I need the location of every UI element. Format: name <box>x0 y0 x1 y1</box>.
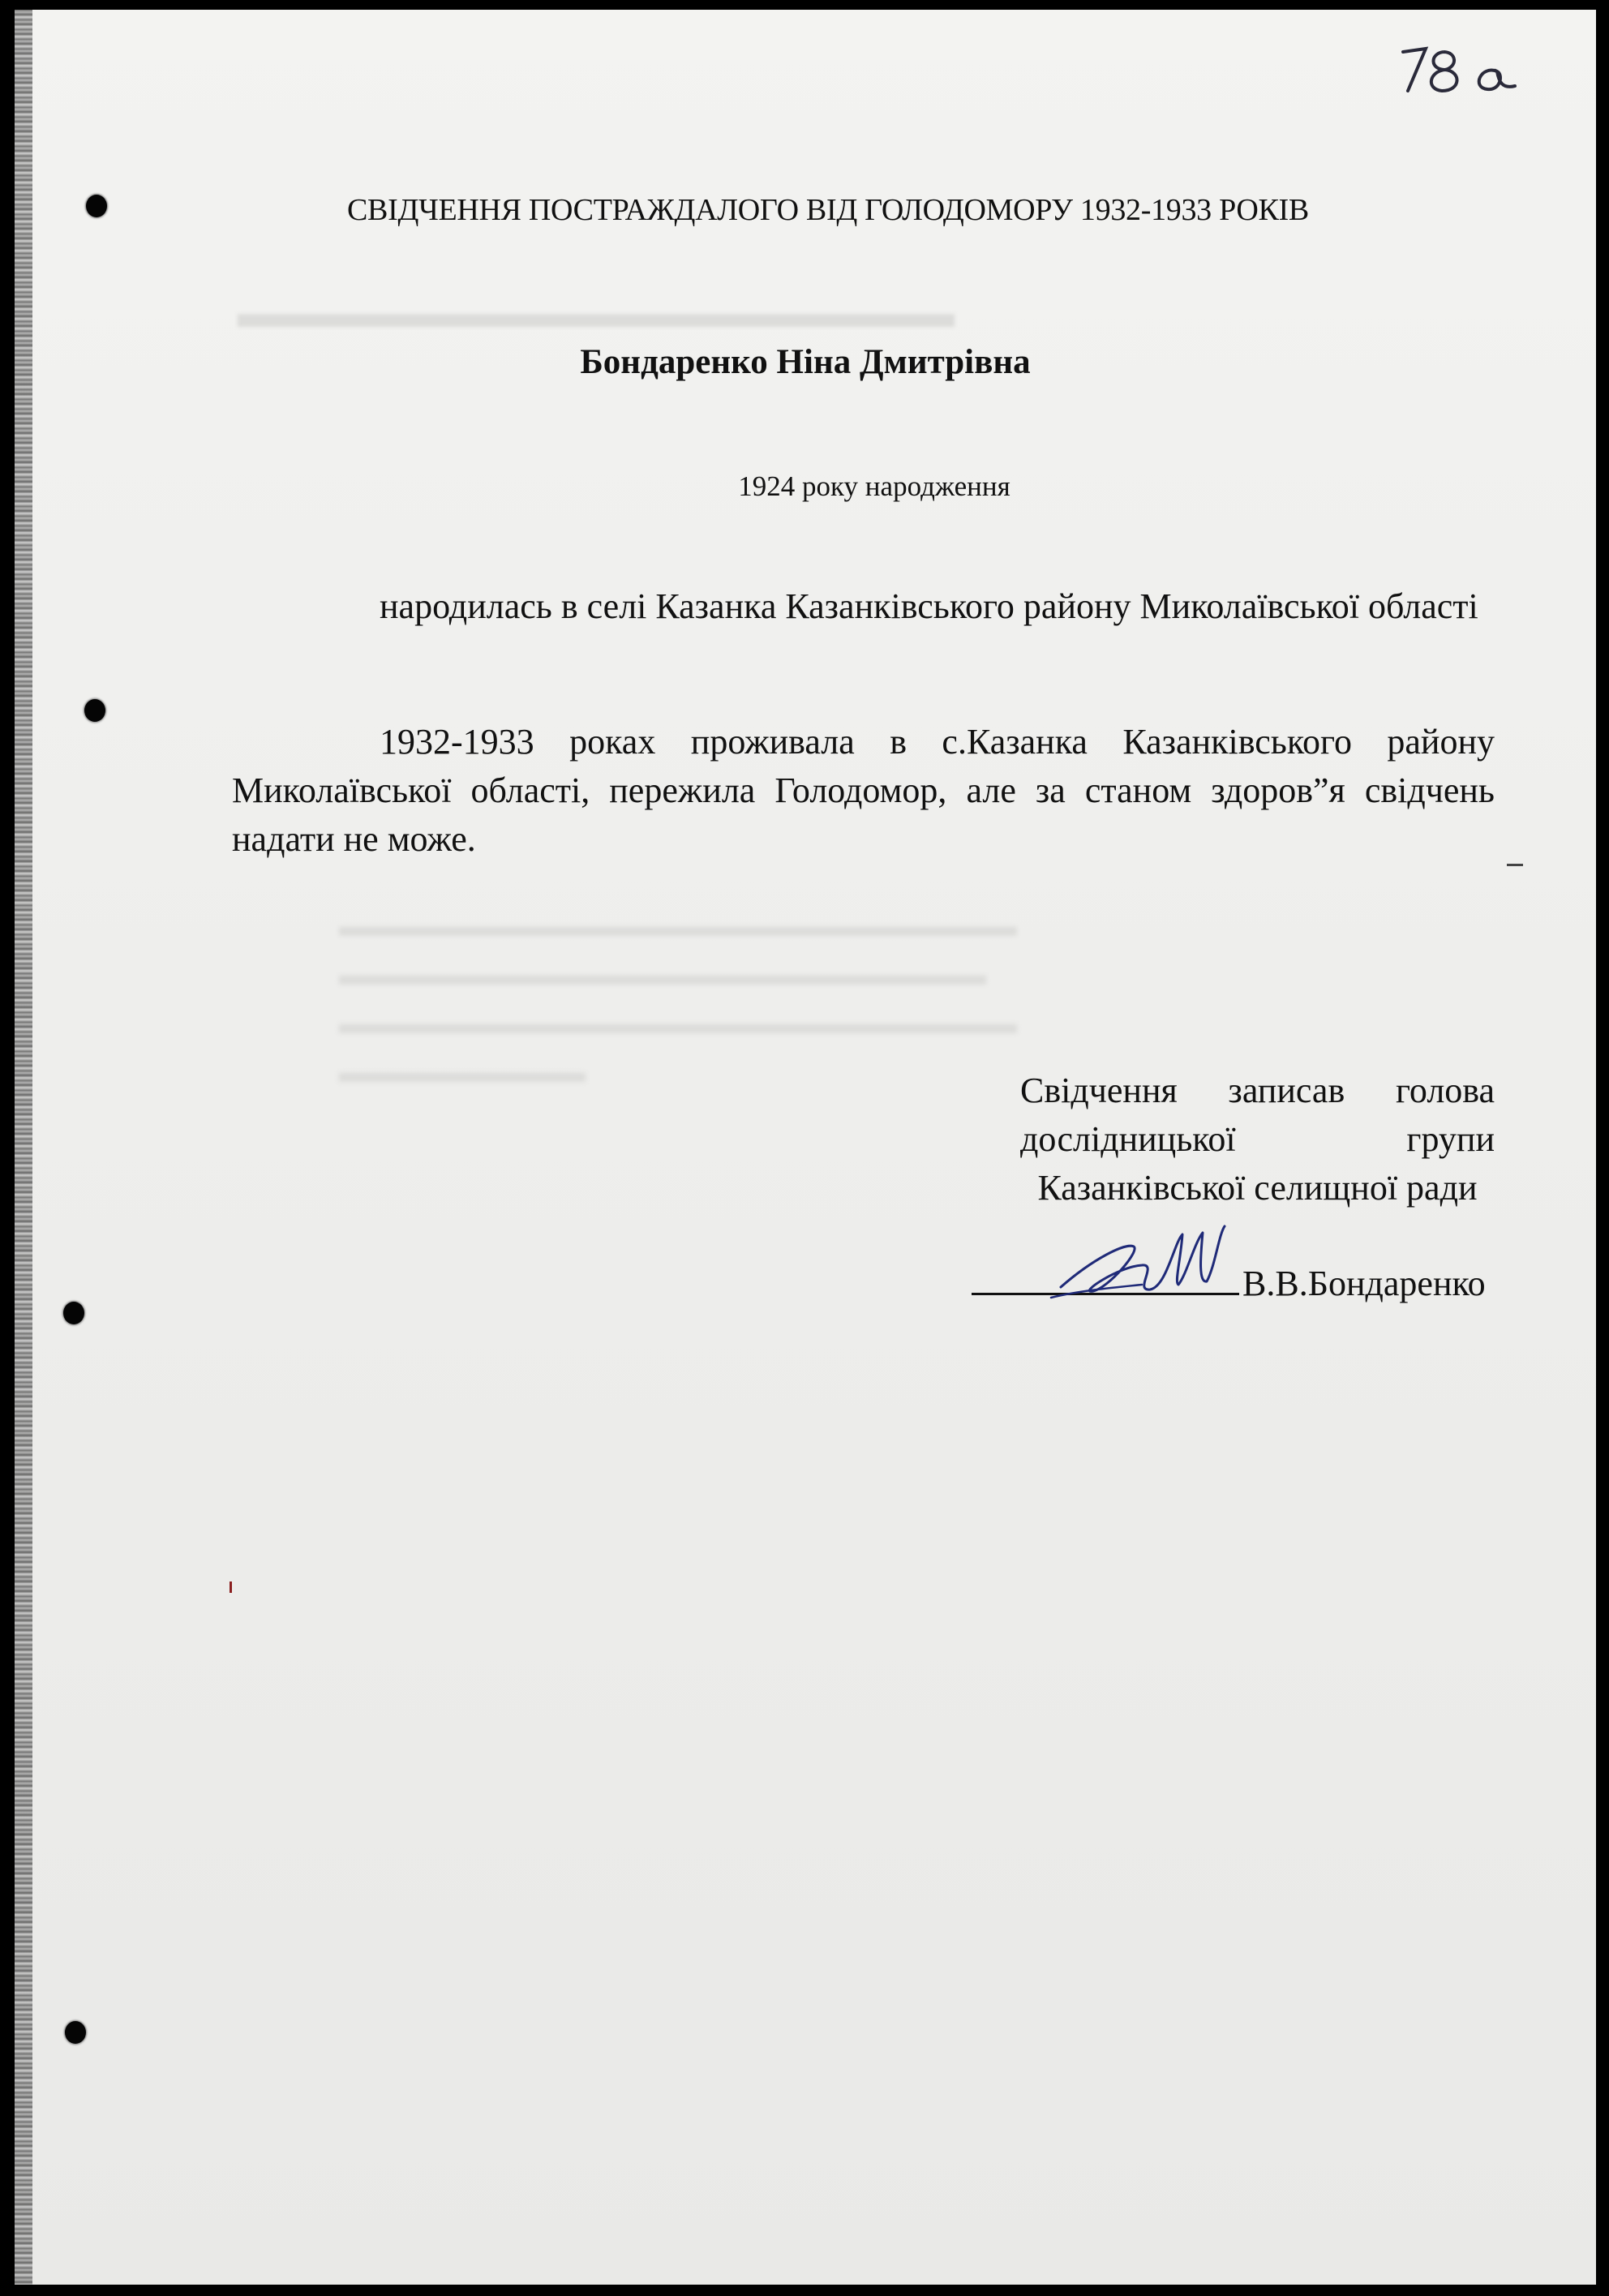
recorder-line-1: Свідчення записав голова <box>1020 1071 1495 1110</box>
punch-hole-4 <box>65 2021 86 2044</box>
recorder-block <box>1020 1066 1495 1212</box>
birth-year: 1924 року народження <box>738 470 1010 502</box>
person-name: Бондаренко Ніна Дмитрівна <box>580 343 1031 381</box>
residence-paragraph: 1932-1933 роках проживала в с.Казанка Казанківського району Миколаївської області, пережила Голодомор, але за станом здоров”я свідчень надати не може. <box>232 722 1495 859</box>
punch-hole-2 <box>84 699 105 722</box>
bleed-through-text: ▬▬▬▬▬▬▬▬▬▬▬▬▬▬▬▬▬▬▬▬▬▬ ▬▬▬▬▬▬▬▬▬▬▬▬▬▬▬▬▬▬▬▬▬ ▬▬▬▬▬▬▬▬▬▬▬▬▬▬▬▬▬▬▬▬▬▬ ▬▬▬▬▬▬▬▬ <box>339 909 1017 1089</box>
red-mark <box>230 1581 232 1593</box>
handwritten-signature <box>1045 1210 1255 1307</box>
birthplace-paragraph: народилась в селі Казанка Казанківського району Миколаївської області <box>380 586 1478 626</box>
handwritten-page-number <box>1393 34 1539 107</box>
document-title: СВІДЧЕННЯ ПОСТРАЖДАЛОГО ВІД ГОЛОДОМОРУ 1932-1933 РОКІВ <box>347 193 1309 227</box>
paper-sheet <box>15 10 1596 2285</box>
punch-hole-1 <box>86 195 107 217</box>
recorder-line-3: Казанківської селищної ради <box>1037 1168 1478 1208</box>
recorder-line-2: дослідницької групи <box>1020 1119 1495 1159</box>
recorder-name: В.В.Бондаренко <box>1242 1264 1486 1303</box>
punch-hole-3 <box>63 1302 84 1324</box>
bleed-through-heading: ▬▬▬▬▬▬▬▬▬▬▬▬▬▬▬▬▬ <box>238 290 955 337</box>
stray-mark <box>1507 864 1523 866</box>
